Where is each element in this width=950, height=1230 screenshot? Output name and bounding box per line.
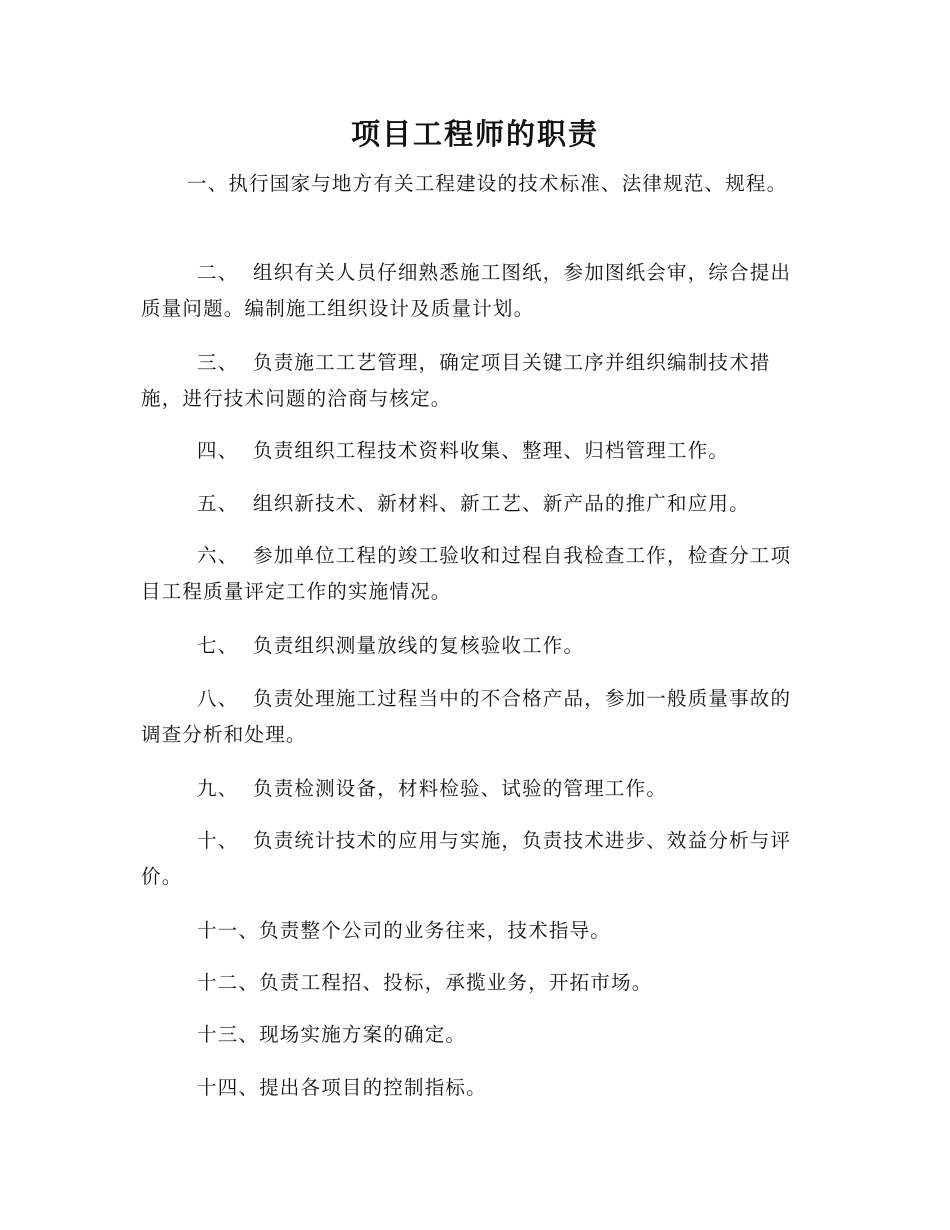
duty-item-11 [141, 913, 796, 949]
duty-number: 五、 [197, 492, 239, 515]
duty-item-1 [141, 166, 796, 202]
duty-item-8 [141, 681, 796, 753]
duty-number: 二、 [197, 261, 239, 284]
document-title: 项目工程师的职责 [350, 117, 599, 151]
duty-item-9 [141, 771, 796, 807]
duty-item-5 [141, 486, 796, 522]
duty-text: 组织有关人员仔细熟悉施工图纸，参加图纸会审，综合提出质量问题。编制施工组织设计及质量计划。 [141, 261, 792, 320]
duty-number: 十四、 [197, 1076, 260, 1099]
duty-item-7 [141, 628, 796, 664]
duty-item-14 [141, 1070, 796, 1106]
duty-number: 六、 [197, 544, 239, 567]
duty-number: 一、 [187, 172, 229, 195]
duty-text: 组织新技术、新材料、新工艺、新产品的推广和应用。 [253, 492, 750, 515]
duty-number: 八、 [197, 687, 239, 710]
duty-item-12 [141, 965, 796, 1001]
duty-item-6 [141, 538, 796, 610]
duty-text: 负责整个公司的业务往来，技术指导。 [259, 919, 612, 942]
duty-text: 负责组织工程技术资料收集、整理、归档管理工作。 [253, 439, 730, 462]
duty-number: 四、 [197, 439, 239, 462]
duty-number: 九、 [197, 777, 239, 800]
duty-text: 负责工程招、投标，承揽业务，开拓市场。 [259, 971, 653, 994]
duty-number: 三、 [197, 351, 239, 374]
duty-number: 十一、 [197, 919, 260, 942]
duty-text: 现场实施方案的确定。 [259, 1023, 467, 1046]
duty-number: 十三、 [197, 1023, 260, 1046]
duty-item-10 [141, 823, 796, 895]
duty-number: 十、 [197, 829, 239, 852]
duty-item-2 [141, 255, 796, 327]
duty-text: 执行国家与地方有关工程建设的技术标准、法律规范、规程。 [228, 172, 788, 195]
duty-item-13 [141, 1017, 796, 1053]
duty-item-4 [141, 433, 796, 469]
duty-text: 负责施工工艺管理，确定项目关键工序并组织编制技术措施，进行技术问题的洽商与核定。 [141, 351, 771, 410]
duty-number: 十二、 [197, 971, 260, 994]
duty-text: 负责处理施工过程当中的不合格产品，参加一般质量事故的调查分析和处理。 [141, 687, 792, 746]
duty-text: 负责统计技术的应用与实施，负责技术进步、效益分析与评价。 [141, 829, 792, 888]
duty-text: 负责检测设备，材料检验、试验的管理工作。 [253, 777, 668, 800]
duty-text: 参加单位工程的竣工验收和过程自我检查工作，检查分工项目工程质量评定工作的实施情况。 [141, 544, 792, 603]
duty-item-3 [141, 345, 796, 417]
duty-text: 提出各项目的控制指标。 [259, 1076, 487, 1099]
duty-number: 七、 [197, 634, 239, 657]
duty-text: 负责组织测量放线的复核验收工作。 [253, 634, 585, 657]
